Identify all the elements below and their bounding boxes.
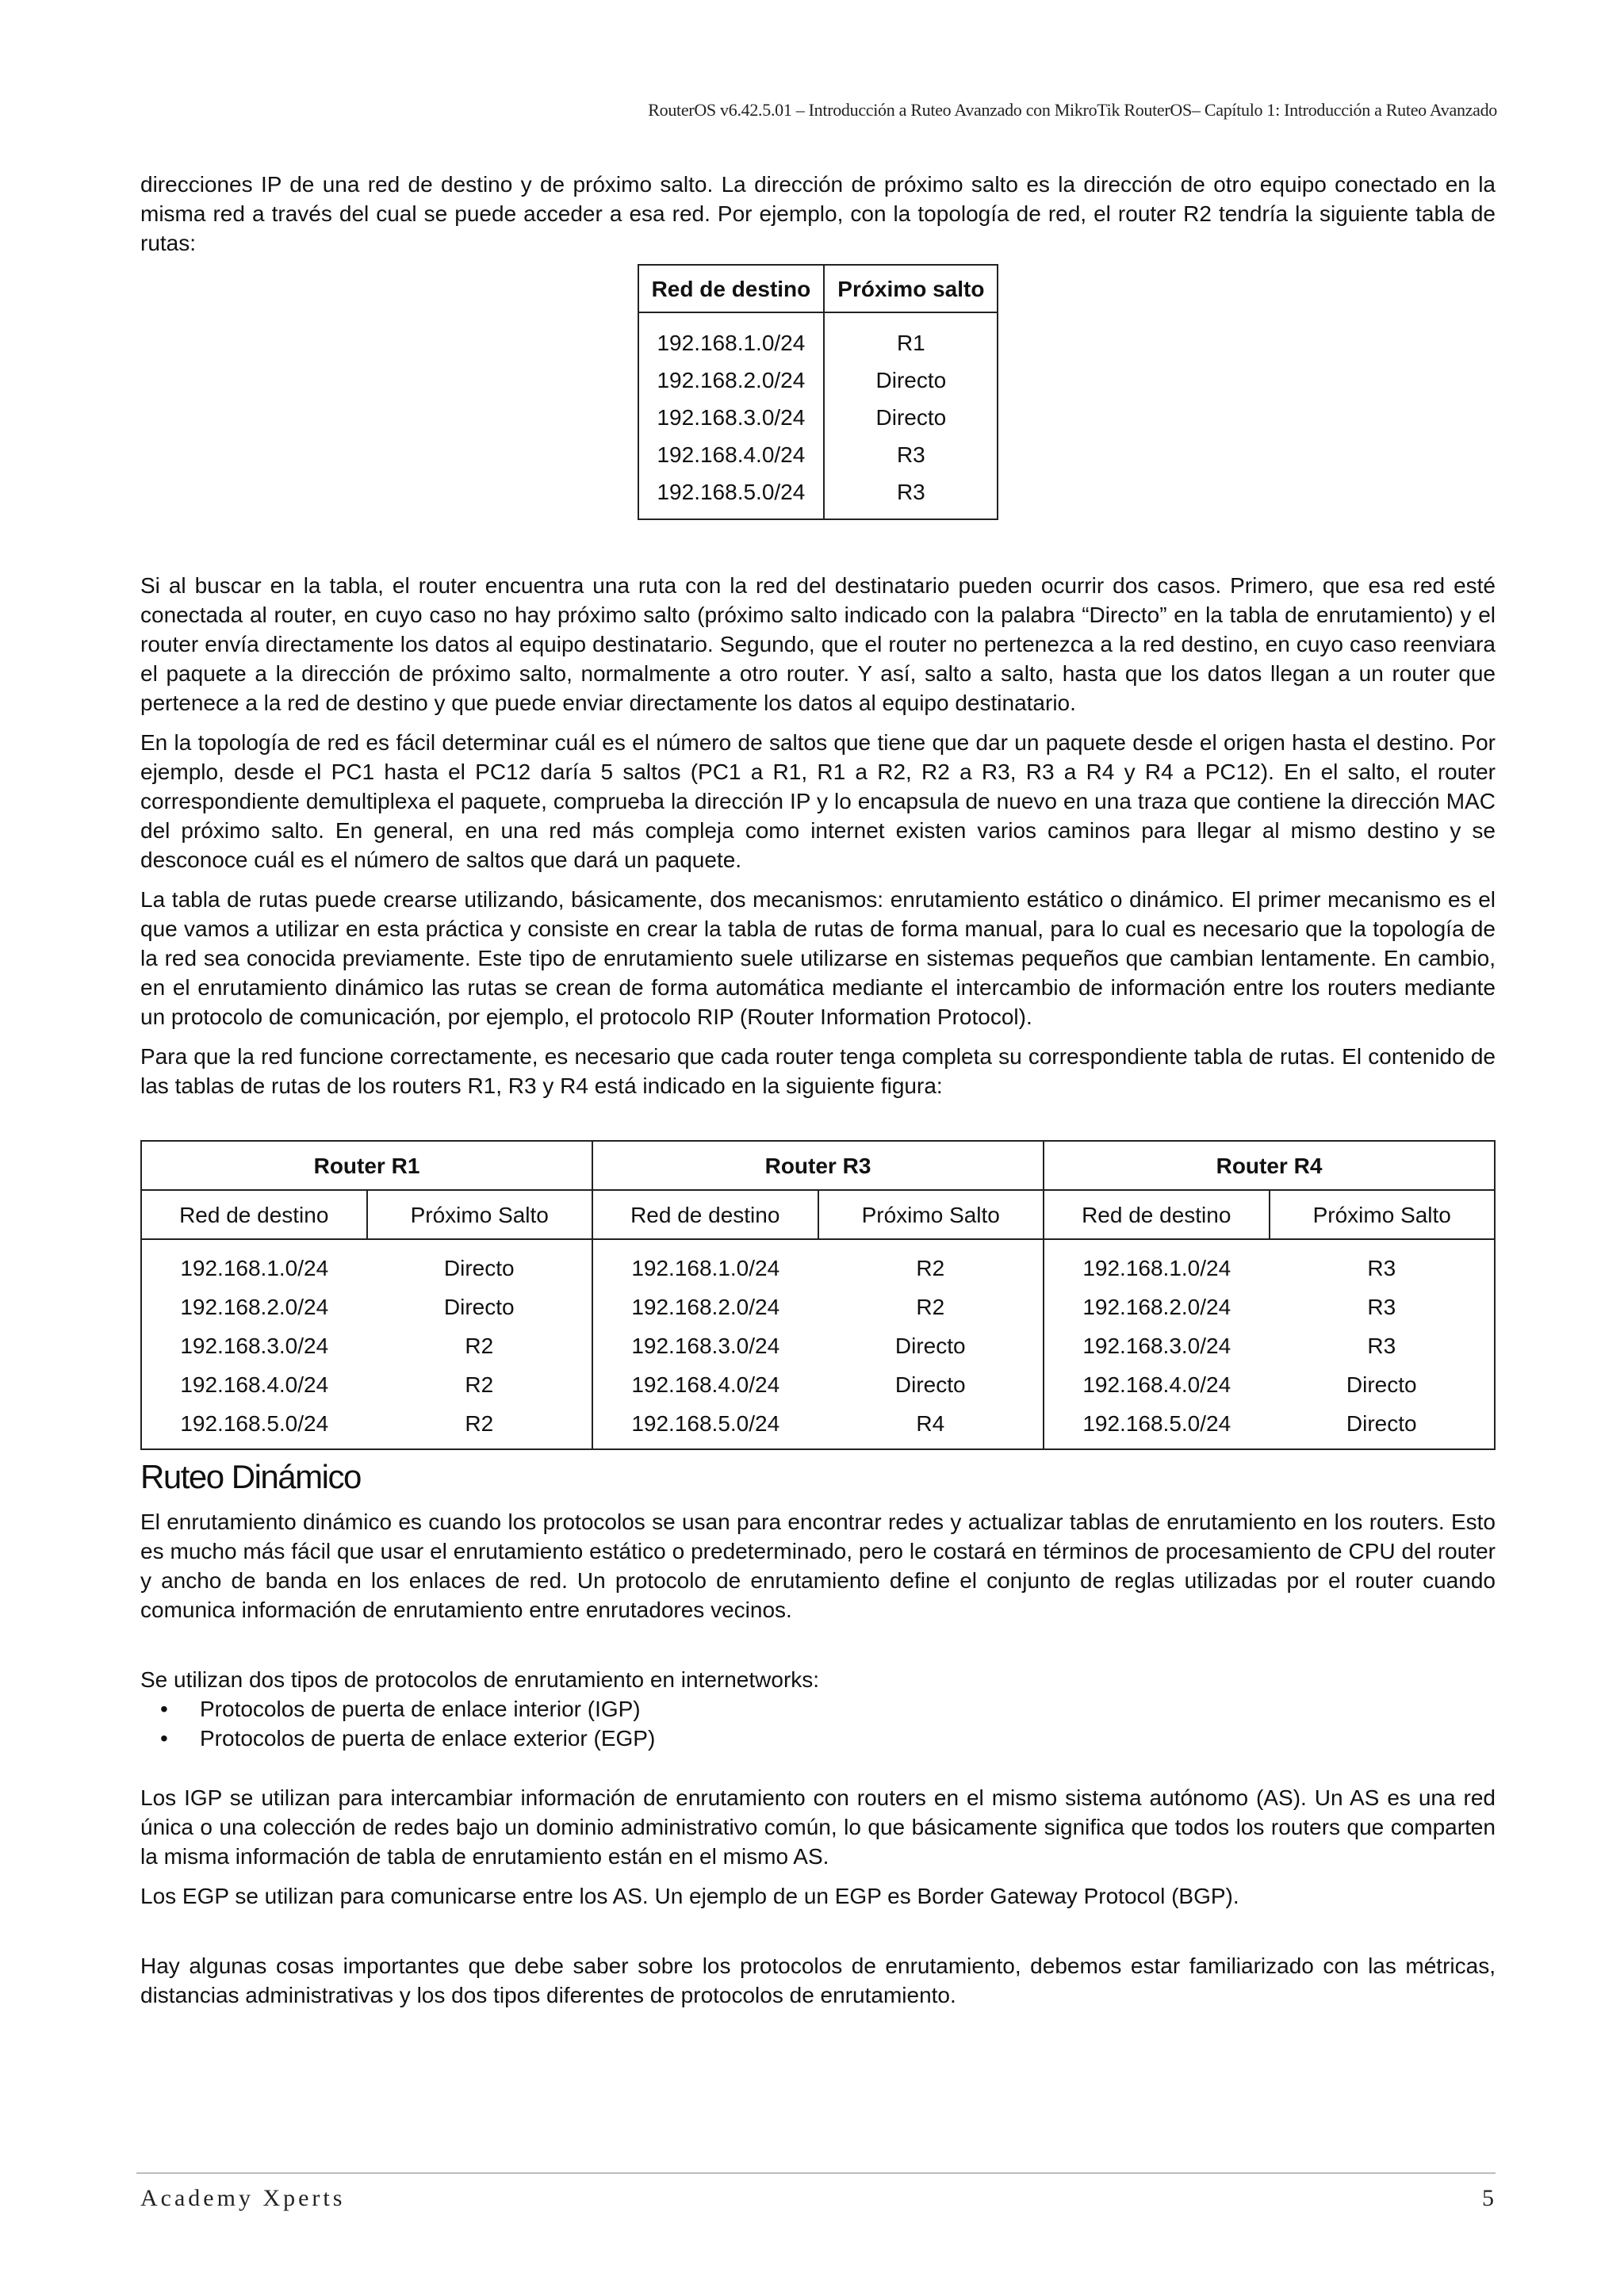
list-item [160, 1724, 1496, 1753]
table-row [141, 1326, 1495, 1365]
router-r3-header: Router R3 [592, 1141, 1044, 1190]
table-cell: R3 [1367, 1295, 1396, 1319]
table-cell: R2 [465, 1411, 494, 1436]
table-row [638, 473, 998, 519]
table-cell: R3 [1367, 1256, 1396, 1280]
table-cell: R2 [465, 1334, 494, 1358]
subheader-next: Próximo Salto [367, 1190, 593, 1239]
table-row [638, 362, 998, 399]
table-cell: 192.168.1.0/24 [592, 1239, 818, 1288]
table-cell: R1 [896, 331, 925, 355]
table-cell: R2 [916, 1256, 945, 1280]
table-cell: 192.168.5.0/24 [638, 473, 825, 519]
page-body [140, 170, 1496, 2020]
footer-divider [136, 2172, 1496, 2174]
table-cell: 192.168.3.0/24 [180, 1334, 329, 1358]
table-cell: R4 [916, 1411, 945, 1436]
table-row [141, 1239, 1495, 1288]
subheader-dest: Red de destino [141, 1190, 367, 1239]
footer-brand: Academy Xperts [140, 2185, 346, 2211]
table-row [141, 1288, 1495, 1326]
page-number: 5 [1482, 2185, 1494, 2211]
paragraph-hop-count: En la topología de red es fácil determinar cuál es el número de saltos que tiene que dar un paquete desde el origen hasta el destino. Por ejemplo, desde el PC1 hasta el PC12 daría 5 saltos (PC1 a R1, R1 a R2, R2 a R3, R3 a R4 y R4 a PC12). En el salto, el router correspondiente demultiplexa el paquete, comprueba la dirección IP y lo encapsula de nuevo en una traza que contiene la dirección MAC del próximo salto. En general, en una red más compleja como internet existen varios caminos para llegar al mismo destino y se desconoce cuál es el número de saltos que dará un paquete. [140, 730, 1496, 872]
bullet-icon: • [160, 1697, 168, 1721]
table-cell: R2 [465, 1372, 494, 1397]
table-cell: Directo [875, 368, 947, 392]
r2-table-header-next: Próximo salto [824, 265, 998, 312]
list-item [160, 1694, 1496, 1724]
paragraph-dynamic-routing: El enrutamiento dinámico es cuando los protocolos se usan para encontrar redes y actualizar tablas de enrutamiento en los routers. Esto es mucho más fácil que usar el enrutamiento estático o predeterminado, pero le costará en términos de procesamiento de CPU del router y ancho de banda en los enlaces de red. Un protocolo de enrutamiento define el conjunto de reglas utilizadas por el router cuando comunica información de enrutamiento entre enrutadores vecinos. [140, 1510, 1496, 1622]
section-heading: Ruteo Dinámico [140, 1458, 361, 1495]
paragraph-tables-intro: Para que la red funcione correctamente, es necesario que cada router tenga completa su correspondiente tabla de rutas. El contenido de las tablas de rutas de los routers R1, R3 y R4 está indicado en la siguiente figura: [140, 1044, 1496, 1098]
table-cell: 192.168.5.0/24 [1044, 1404, 1270, 1449]
subheader-next: Próximo Salto [818, 1190, 1044, 1239]
table-row [638, 399, 998, 436]
r2-routing-table [638, 264, 999, 520]
protocol-list [140, 1694, 1496, 1753]
table-cell: Directo [894, 1334, 966, 1358]
table-cell: 192.168.5.0/24 [180, 1411, 329, 1436]
table-cell: 192.168.1.0/24 [180, 1256, 329, 1280]
table-row [638, 436, 998, 473]
table-cell: R2 [916, 1295, 945, 1319]
table-cell: 192.168.2.0/24 [638, 362, 825, 399]
r2-table-header-dest: Red de destino [638, 265, 825, 312]
router-r4-header: Router R4 [1044, 1141, 1495, 1190]
table-cell: R3 [896, 442, 925, 467]
routers-routing-tables [140, 1140, 1496, 1450]
table-cell: 192.168.3.0/24 [1044, 1326, 1270, 1365]
list-item-text: Protocolos de puerta de enlace interior (IGP) [200, 1697, 641, 1721]
table-cell: 192.168.2.0/24 [592, 1288, 818, 1326]
paragraph-igp: Los IGP se utilizan para intercambiar información de enrutamiento con routers en el mismo sistema autónomo (AS). Un AS es una red única o una colección de redes bajo un dominio administrativo común, lo que básicamente significa que todos los routers que comparten la misma información de tabla de enrutamiento están en el mismo AS. [140, 1785, 1496, 1869]
table-cell: 192.168.4.0/24 [180, 1372, 329, 1397]
paragraph-mechanisms: La tabla de rutas puede crearse utilizando, básicamente, dos mecanismos: enrutamiento estático o dinámico. El primer mecanismo es el que vamos a utilizar en esta práctica y consiste en crear la tabla de rutas de forma manual, para lo cual es necesario que la topología de la red sea conocida previamente. Este tipo de enrutamiento suele utilizarse en sistemas pequeños que cambian lentamente. En cambio, en el enrutamiento dinámico las rutas se crean de forma automática mediante el intercambio de información entre los routers mediante un protocolo de comunicación, por ejemplo, el protocolo RIP (Router Information Protocol). [140, 887, 1496, 1029]
subheader-next: Próximo Salto [1270, 1190, 1496, 1239]
table-cell: Directo [1346, 1372, 1417, 1397]
table-cell: Directo [443, 1256, 515, 1280]
paragraph-egp: Los EGP se utilizan para comunicarse entre los AS. Un ejemplo de un EGP es Border Gateway Protocol (BGP). [140, 1884, 1239, 1908]
table-cell: Directo [894, 1372, 966, 1397]
table-row [141, 1404, 1495, 1449]
table-cell: Directo [1346, 1411, 1417, 1436]
subheader-dest: Red de destino [592, 1190, 818, 1239]
table-cell: 192.168.4.0/24 [1044, 1365, 1270, 1404]
table-cell: Directo [875, 405, 947, 430]
running-header: RouterOS v6.42.5.01 – Introducción a Ruteo Avanzado con MikroTik RouterOS– Capítulo 1: Introducción a Ruteo Avanzado [648, 100, 1497, 120]
table-cell: 192.168.2.0/24 [180, 1295, 329, 1319]
table-cell: 192.168.3.0/24 [592, 1326, 818, 1365]
table-row [141, 1365, 1495, 1404]
table-row [638, 312, 998, 362]
table-cell: 192.168.4.0/24 [638, 436, 825, 473]
table-cell: 192.168.3.0/24 [638, 399, 825, 436]
paragraph-closing: Hay algunas cosas importantes que debe saber sobre los protocolos de enrutamiento, debemos estar familiarizado con las métricas, distancias administrativas y los dos tipos diferentes de protocolos de enrutamiento. [140, 1954, 1496, 2007]
table-cell: 192.168.1.0/24 [638, 312, 825, 362]
table-cell: 192.168.4.0/24 [592, 1365, 818, 1404]
bullet-icon: • [160, 1726, 168, 1751]
table-cell: 192.168.1.0/24 [1044, 1239, 1270, 1288]
paragraph-lookup-cases: Si al buscar en la tabla, el router encuentra una ruta con la red del destinatario pueden ocurrir dos casos. Primero, que esa red esté conectada al router, en cuyo caso no hay próximo salto (próximo salto indicado con la palabra “Directo” en la tabla de enrutamiento) y el router envía directamente los datos al equipo destinatario. Segundo, que el router no pertenezca a la red destino, en cuyo caso reenviara el paquete a la dirección de próximo salto, normalmente a otro router. Y así, salto a salto, hasta que los datos llegan a un router que pertenece a la red de destino y que puede enviar directamente los datos al equipo destinatario. [140, 573, 1496, 715]
subheader-dest: Red de destino [1044, 1190, 1270, 1239]
table-cell: 192.168.2.0/24 [1044, 1288, 1270, 1326]
table-cell: R3 [896, 480, 925, 504]
router-r1-header: Router R1 [141, 1141, 592, 1190]
paragraph-protocol-types: Se utilizan dos tipos de protocolos de enrutamiento en internetworks: [140, 1667, 820, 1692]
list-item-text: Protocolos de puerta de enlace exterior (EGP) [200, 1726, 656, 1751]
table-cell: 192.168.5.0/24 [592, 1404, 818, 1449]
table-cell: R3 [1367, 1334, 1396, 1358]
paragraph-intro: direcciones IP de una red de destino y de próximo salto. La dirección de próximo salto es la dirección de otro equipo conectado en la misma red a través del cual se puede acceder a esa red. Por ejemplo, con la topología de red, el router R2 tendría la siguiente tabla de rutas: [140, 172, 1496, 255]
table-cell: Directo [443, 1295, 515, 1319]
